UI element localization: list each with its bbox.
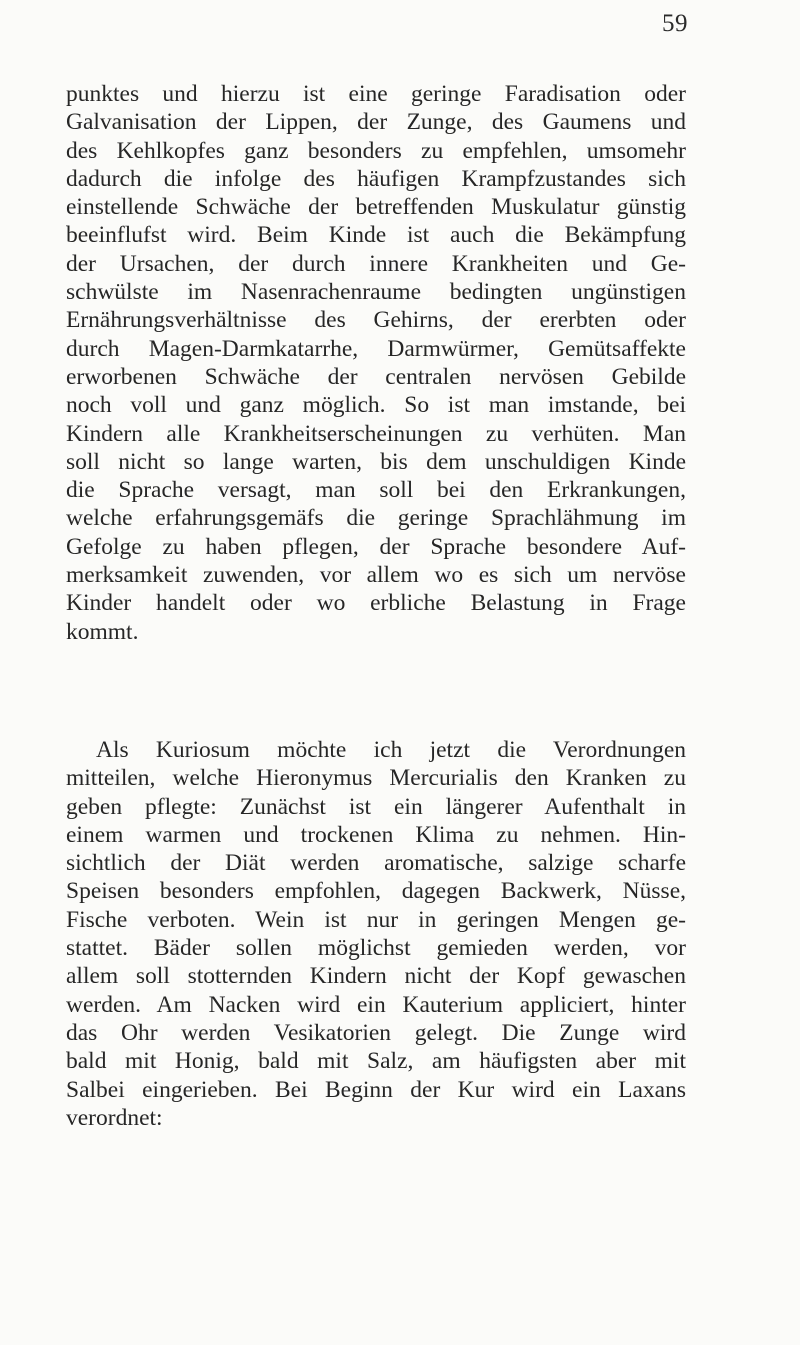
text-line: einem warmen und trockenen Klima zu nehmen. Hin- (66, 821, 686, 848)
text-line: geben pflegte: Zunächst ist ein längerer Aufenthalt in (66, 793, 686, 820)
paragraph-1 (66, 80, 686, 646)
text-line: sichtlich der Diät werden aromatische, salzige scharfe (66, 850, 686, 877)
text-line: Als Kuriosum möchte ich jetzt die Verordnungen (96, 737, 686, 763)
text-line: kommt. (66, 618, 139, 645)
text-line: Kindern alle Krankheitserscheinungen zu verhüten. Man (66, 420, 686, 447)
text-line: mitteilen, welche Hieronymus Mercurialis den Kranken zu (66, 765, 686, 792)
text-line: schwülste im Nasenrachenraume bedingten ungünstigen (66, 279, 686, 306)
text-line: stattet. Bäder sollen möglichst gemieden werden, vor (66, 935, 686, 962)
text-line: die Sprache versagt, man soll bei den Erkrankungen, (66, 477, 686, 504)
paragraph-2 (66, 736, 686, 1132)
text-line: werden. Am Nacken wird ein Kauterium appliciert, hinter (66, 991, 686, 1018)
text-line: das Ohr werden Vesikatorien gelegt. Die Zunge wird (66, 1019, 686, 1046)
text-line: welche erfahrungsgemäfs die geringe Sprachlähmung im (66, 505, 686, 532)
text-line: Speisen besonders empfohlen, dagegen Backwerk, Nüsse, (66, 878, 686, 905)
text-line: Salbei eingerieben. Bei Beginn der Kur wird ein Laxans (66, 1076, 686, 1103)
text-line: durch Magen-Darmkatarrhe, Darmwürmer, Gemütsaffekte (66, 335, 686, 362)
text-line: erworbenen Schwäche der centralen nervösen Gebilde (66, 363, 686, 390)
text-line: Galvanisation der Lippen, der Zunge, des Gaumens und (66, 109, 686, 136)
text-line: dadurch die infolge des häufigen Krampfzustandes sich (66, 165, 686, 192)
text-line: des Kehlkopfes ganz besonders zu empfehlen, umsomehr (66, 137, 686, 164)
text-line: beeinflufst wird. Beim Kinde ist auch die Bekämpfung (66, 222, 686, 249)
page-number: 59 (662, 10, 688, 37)
text-line: der Ursachen, der durch innere Krankheiten und Ge- (66, 250, 686, 277)
text-line: einstellende Schwäche der betreffenden Muskulatur günstig (66, 194, 686, 221)
text-line: Ernährungsverhältnisse des Gehirns, der ererbten oder (66, 307, 686, 334)
text-line: punktes und hierzu ist eine geringe Faradisation oder (66, 81, 686, 107)
text-line: Gefolge zu haben pflegen, der Sprache besondere Auf- (66, 533, 686, 560)
text-line: Fische verboten. Wein ist nur in geringen Mengen ge- (66, 906, 686, 933)
text-line: Kinder handelt oder wo erbliche Belastung in Frage (66, 590, 686, 617)
text-line: bald mit Honig, bald mit Salz, am häufigsten aber mit (66, 1048, 686, 1075)
text-line: soll nicht so lange warten, bis dem unschuldigen Kinde (66, 448, 686, 475)
text-line: allem soll stotternden Kindern nicht der Kopf gewaschen (66, 963, 686, 990)
text-line: noch voll und ganz möglich. So ist man imstande, bei (66, 392, 686, 419)
text-line: verordnet: (66, 1104, 163, 1131)
text-line: merksamkeit zuwenden, vor allem wo es sich um nervöse (66, 562, 686, 589)
